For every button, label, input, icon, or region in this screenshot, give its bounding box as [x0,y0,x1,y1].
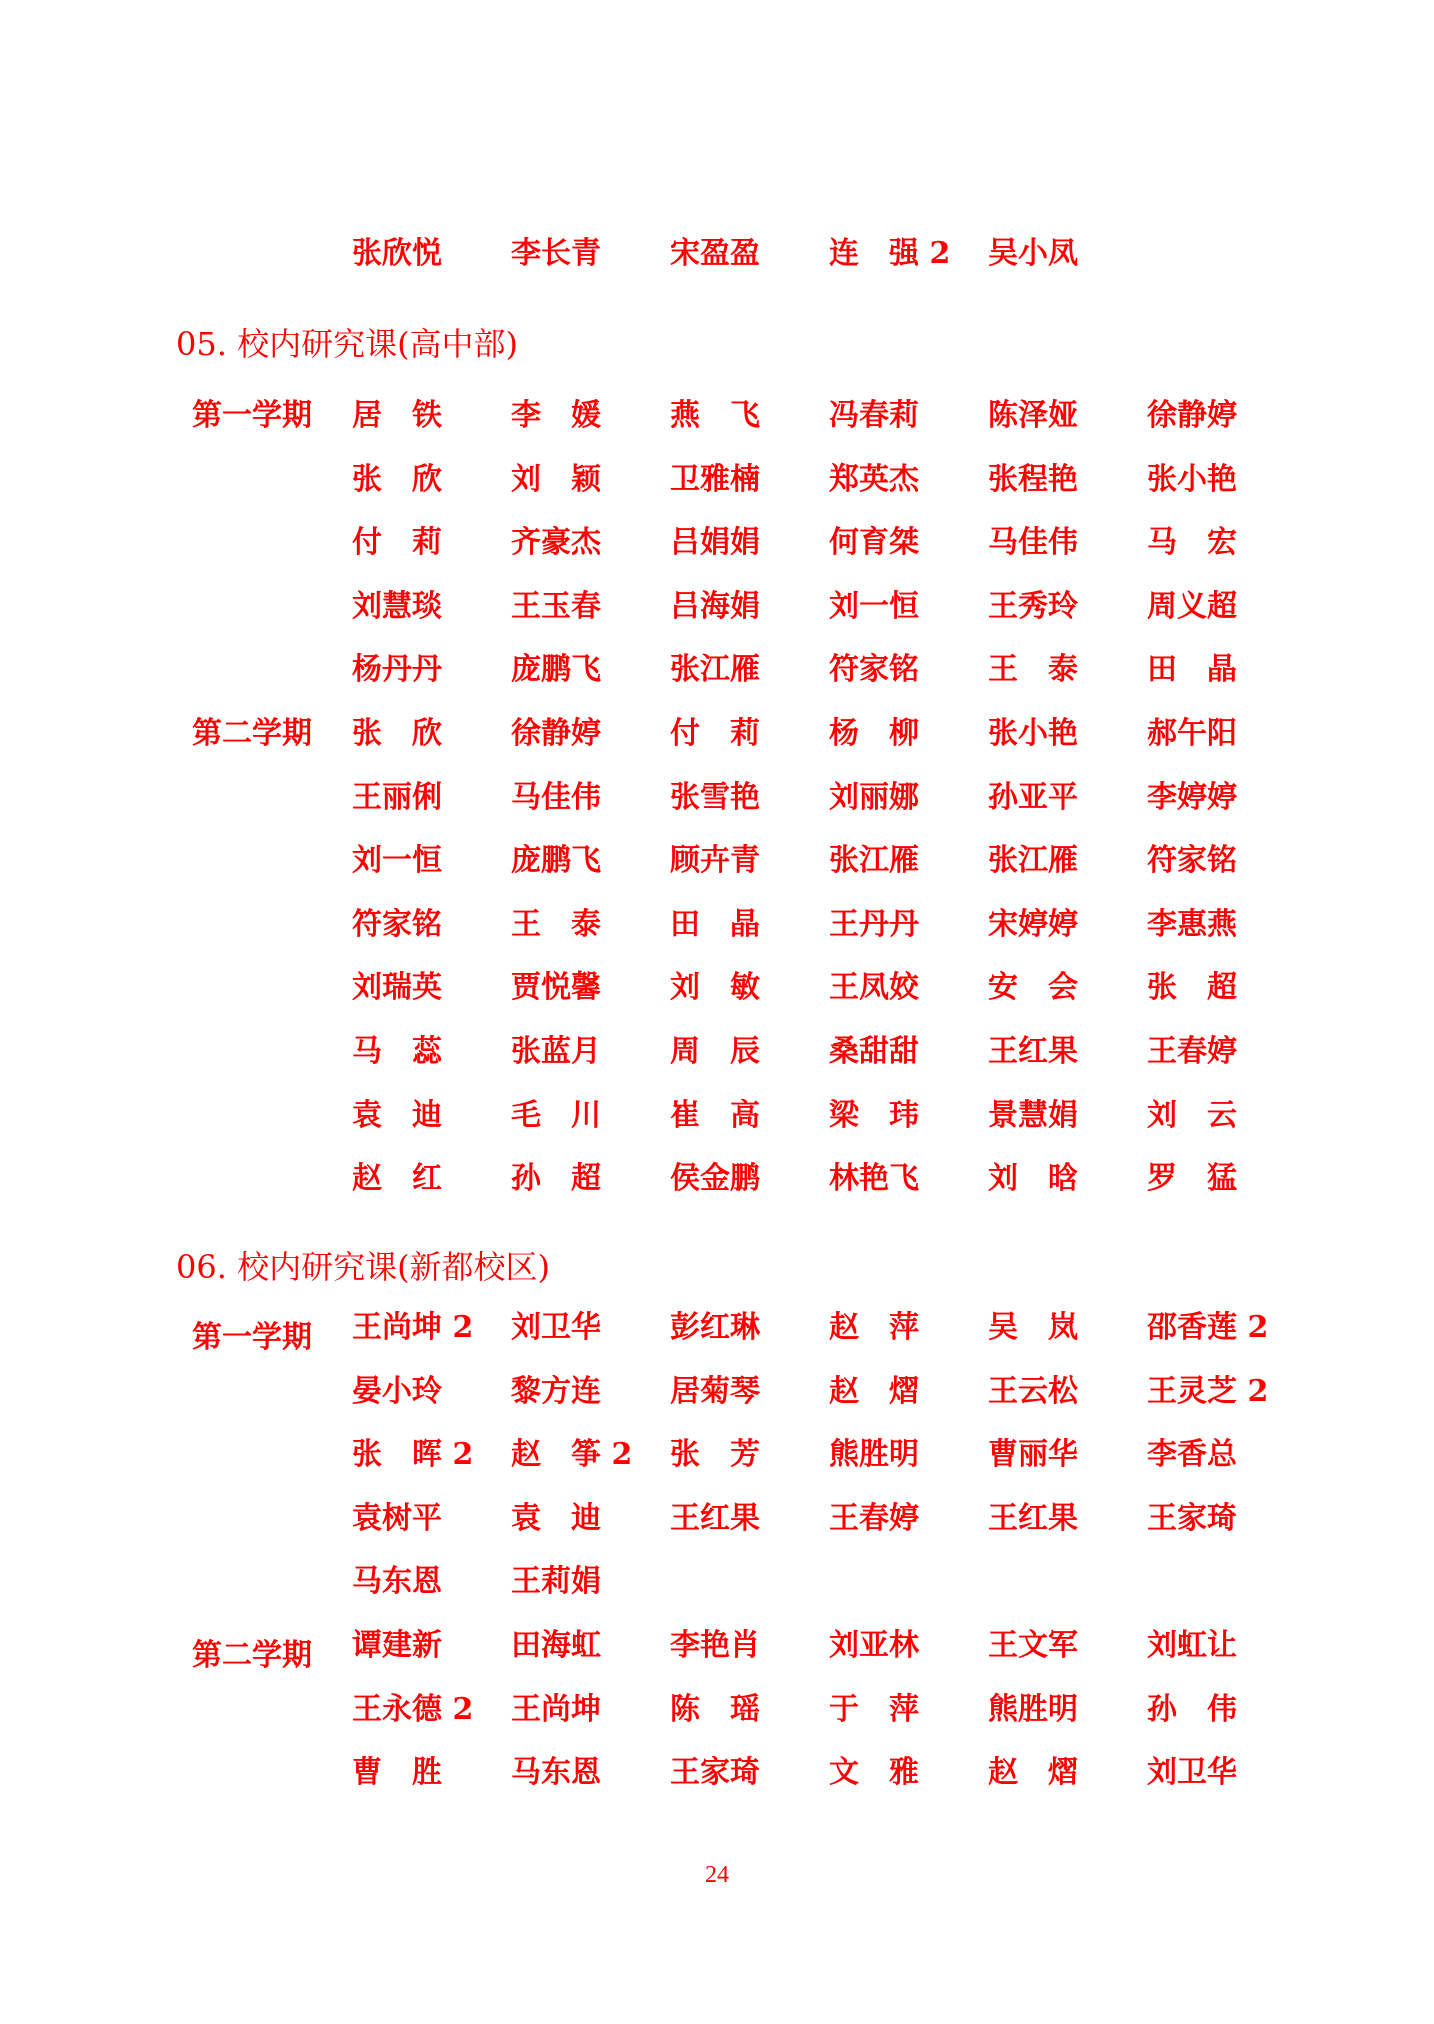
teacher-name: 吴小凤 [988,236,1078,271]
teacher-name: 王春婷 [829,1501,919,1536]
teacher-name: 吕娟娟 [670,525,760,560]
teacher-name: 安 会 [988,970,1078,1005]
teacher-name: 周 辰 [670,1034,760,1069]
page-number: 24 [705,1862,729,1888]
teacher-name: 罗 猛 [1147,1161,1237,1196]
teacher-name: 刘丽娜 [829,780,919,815]
teacher-name: 王春婷 [1147,1034,1237,1069]
teacher-name: 吕海娟 [670,589,760,624]
teacher-name: 符家铭 [829,652,919,687]
teacher-name: 陈 瑶 [670,1692,760,1727]
teacher-name: 桑甜甜 [829,1034,919,1069]
teacher-name: 王尚坤 2 [352,1310,474,1345]
teacher-name: 王秀玲 [988,589,1078,624]
teacher-name: 贾悦馨 [511,970,601,1005]
teacher-name: 文 雅 [829,1755,919,1790]
teacher-name: 景慧娟 [988,1098,1078,1133]
teacher-name: 王云松 [988,1374,1078,1409]
teacher-name: 徐静婷 [511,716,601,751]
teacher-name: 崔 高 [670,1098,760,1133]
teacher-name: 庞鹏飞 [511,843,601,878]
teacher-name: 王凤姣 [829,970,919,1005]
teacher-name: 齐豪杰 [511,525,601,560]
teacher-name: 李香总 [1147,1437,1237,1472]
teacher-name: 张 超 [1147,970,1237,1005]
teacher-name: 刘 晗 [988,1161,1078,1196]
teacher-name: 于 萍 [829,1692,919,1727]
teacher-name: 赵 萍 [829,1310,919,1345]
teacher-name: 李 媛 [511,398,601,433]
teacher-name: 燕 飞 [670,398,760,433]
teacher-name: 王丽俐 [352,780,442,815]
teacher-name: 王红果 [670,1501,760,1536]
teacher-name: 袁树平 [352,1501,442,1536]
teacher-name: 张 欣 [352,716,442,751]
section-title-06: 06. 校内研究课(新都校区) [176,1248,551,1286]
teacher-name: 张江雁 [829,843,919,878]
teacher-name: 田 晶 [670,907,760,942]
teacher-name: 王永德 2 [352,1692,474,1727]
teacher-name: 王玉春 [511,589,601,624]
teacher-name: 马东恩 [352,1564,442,1599]
teacher-name: 李艳肖 [670,1628,760,1663]
teacher-name: 邵香莲 2 [1147,1310,1269,1345]
teacher-name: 孙 伟 [1147,1692,1237,1727]
teacher-name: 付 莉 [670,716,760,751]
teacher-name: 梁 玮 [829,1098,919,1133]
semester-label: 第二学期 [192,1638,312,1673]
teacher-name: 赵 熠 [988,1755,1078,1790]
teacher-name: 晏小玲 [352,1374,442,1409]
teacher-name: 宋婷婷 [988,907,1078,942]
teacher-name: 毛 川 [511,1098,601,1133]
teacher-name: 郑英杰 [829,462,919,497]
teacher-name: 张江雁 [670,652,760,687]
teacher-name: 王红果 [988,1501,1078,1536]
teacher-name: 王尚坤 [511,1692,601,1727]
teacher-name: 田 晶 [1147,652,1237,687]
teacher-name: 陈泽娅 [988,398,1078,433]
teacher-name: 李婷婷 [1147,780,1237,815]
teacher-name: 居 铁 [352,398,442,433]
teacher-name: 王红果 [988,1034,1078,1069]
teacher-name: 符家铭 [352,907,442,942]
teacher-name: 王莉娟 [511,1564,601,1599]
teacher-name: 李长青 [511,236,601,271]
teacher-name: 马东恩 [511,1755,601,1790]
teacher-name: 王丹丹 [829,907,919,942]
teacher-name: 熊胜明 [988,1692,1078,1727]
teacher-name: 王文军 [988,1628,1078,1663]
teacher-name: 刘 颖 [511,462,601,497]
teacher-name: 熊胜明 [829,1437,919,1472]
teacher-name: 刘 云 [1147,1098,1237,1133]
teacher-name: 庞鹏飞 [511,652,601,687]
teacher-name: 谭建新 [352,1628,442,1663]
teacher-name: 赵 红 [352,1161,442,1196]
teacher-name: 连 强 2 [829,236,951,271]
teacher-name: 刘虹让 [1147,1628,1237,1663]
teacher-name: 徐静婷 [1147,398,1237,433]
teacher-name: 刘一恒 [352,843,442,878]
teacher-name: 张蓝月 [511,1034,601,1069]
teacher-name: 王灵芝 2 [1147,1374,1269,1409]
teacher-name: 冯春莉 [829,398,919,433]
teacher-name: 刘 敏 [670,970,760,1005]
teacher-name: 王 泰 [988,652,1078,687]
teacher-name: 张 芳 [670,1437,760,1472]
teacher-name: 马佳伟 [988,525,1078,560]
teacher-name: 顾卉青 [670,843,760,878]
teacher-name: 田海虹 [511,1628,601,1663]
teacher-name: 刘亚林 [829,1628,919,1663]
teacher-name: 何育桀 [829,525,919,560]
teacher-name: 刘卫华 [511,1310,601,1345]
teacher-name: 张 晖 2 [352,1437,474,1472]
teacher-name: 宋盈盈 [670,236,760,271]
semester-label: 第二学期 [192,716,312,751]
teacher-name: 孙 超 [511,1161,601,1196]
teacher-name: 付 莉 [352,525,442,560]
teacher-name: 李惠燕 [1147,907,1237,942]
teacher-name: 曹 胜 [352,1755,442,1790]
teacher-name: 赵 筝 2 [511,1437,633,1472]
teacher-name: 张江雁 [988,843,1078,878]
teacher-name: 曹丽华 [988,1437,1078,1472]
teacher-name: 彭红琳 [670,1310,760,1345]
teacher-name: 张欣悦 [352,236,442,271]
teacher-name: 王 泰 [511,907,601,942]
teacher-name: 吴 岚 [988,1310,1078,1345]
teacher-name: 刘瑞英 [352,970,442,1005]
teacher-name: 马 宏 [1147,525,1237,560]
teacher-name: 袁 迪 [511,1501,601,1536]
teacher-name: 张 欣 [352,462,442,497]
teacher-name: 孙亚平 [988,780,1078,815]
teacher-name: 马 蕊 [352,1034,442,1069]
teacher-name: 卫雅楠 [670,462,760,497]
teacher-name: 赵 熠 [829,1374,919,1409]
teacher-name: 袁 迪 [352,1098,442,1133]
teacher-name: 林艳飞 [829,1161,919,1196]
teacher-name: 郝午阳 [1147,716,1237,751]
teacher-name: 张小艳 [988,716,1078,751]
teacher-name: 刘慧琰 [352,589,442,624]
teacher-name: 杨 柳 [829,716,919,751]
teacher-name: 刘卫华 [1147,1755,1237,1790]
teacher-name: 侯金鹏 [670,1161,760,1196]
teacher-name: 王家琦 [670,1755,760,1790]
teacher-name: 王家琦 [1147,1501,1237,1536]
teacher-name: 杨丹丹 [352,652,442,687]
teacher-name: 黎方连 [511,1374,601,1409]
teacher-name: 周义超 [1147,589,1237,624]
semester-label: 第一学期 [192,1320,312,1355]
semester-label: 第一学期 [192,398,312,433]
teacher-name: 张小艳 [1147,462,1237,497]
teacher-name: 张程艳 [988,462,1078,497]
teacher-name: 张雪艳 [670,780,760,815]
section-title-05: 05. 校内研究课(高中部) [176,325,519,363]
teacher-name: 刘一恒 [829,589,919,624]
teacher-name: 符家铭 [1147,843,1237,878]
teacher-name: 马佳伟 [511,780,601,815]
teacher-name: 居菊琴 [670,1374,760,1409]
